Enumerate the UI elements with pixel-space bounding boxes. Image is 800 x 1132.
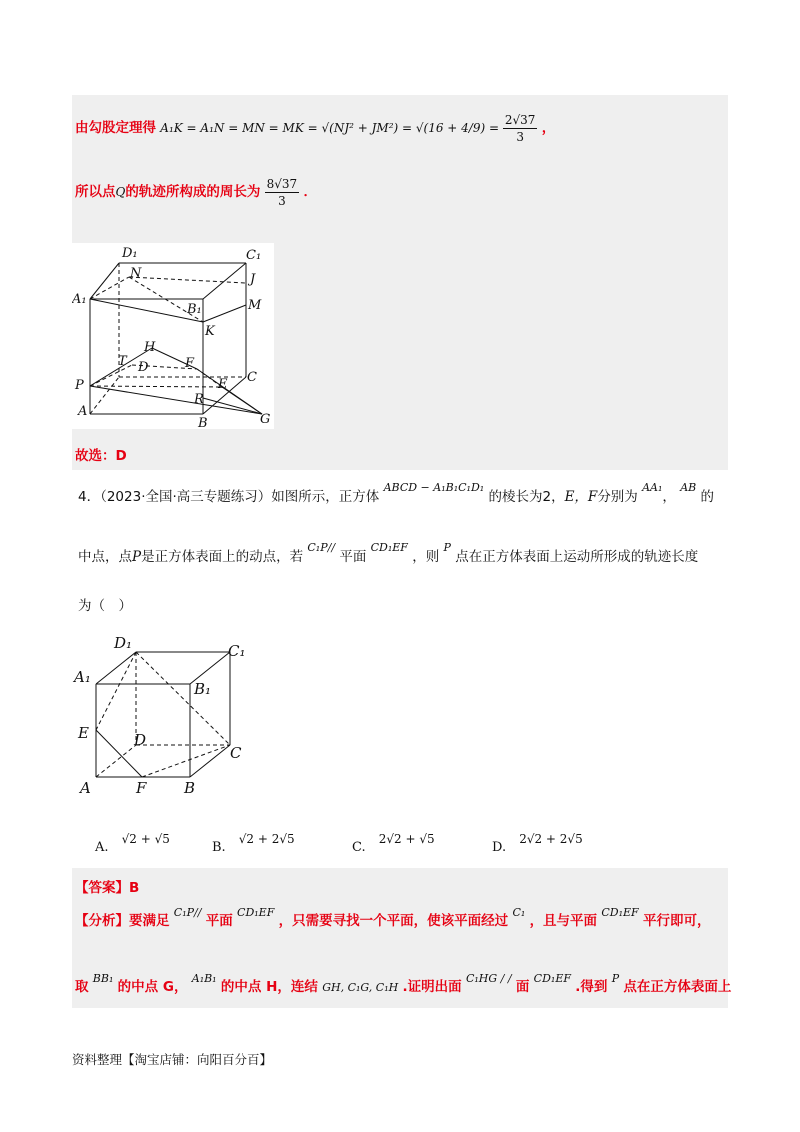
figure-2-cube-diagram — [72, 630, 262, 802]
label-A1: A₁ — [74, 668, 91, 686]
edge-aa1: AA₁ — [642, 481, 663, 494]
solution-line-1-fraction — [503, 112, 538, 145]
analysis-lines: GH, C₁G, C₁H — [322, 981, 399, 994]
edge-ab: AB — [680, 481, 697, 494]
analysis-mid5: 的中点 H，连结 — [220, 979, 318, 995]
option-c-value: 2√2 + √5 — [378, 832, 435, 846]
solution-line-2-suffix: ． — [303, 184, 317, 200]
label-A: A — [80, 779, 91, 797]
line2-part3: ，则 — [412, 549, 440, 565]
option-d-value: 2√2 + 2√5 — [519, 832, 583, 846]
label-B: B — [184, 779, 196, 797]
label-B1: B₁ — [187, 302, 202, 317]
option-c[interactable] — [352, 828, 435, 855]
solution-line-1-suffix: ， — [541, 120, 556, 136]
analysis-mid9: 点在正方体表面上 — [623, 979, 732, 995]
question-4-line-2 — [78, 540, 698, 574]
question-source: （2023·全国·高三专题练习） — [100, 489, 272, 505]
question-4-line-1 — [78, 480, 714, 514]
label-F: F — [136, 779, 147, 797]
label-C1: C₁ — [228, 642, 246, 660]
option-a[interactable] — [95, 828, 170, 855]
label-D: D — [138, 360, 149, 375]
label-A: A — [78, 404, 88, 419]
line2-part2: 是正方体表面上的动点，若 — [141, 549, 304, 565]
label-N: N — [130, 266, 142, 281]
analysis-plane-word: 平面 — [205, 913, 233, 929]
option-b-label: B. — [212, 840, 226, 855]
fraction-denominator: 3 — [516, 130, 524, 144]
analysis-c1hg: C₁HG / / — [465, 972, 512, 985]
plane-cd1ef: CD₁EF — [370, 541, 408, 554]
answer-line: 【答案】B — [75, 880, 140, 896]
analysis-c1p: C₁P// — [173, 906, 202, 919]
fraction-numerator: 8√37 — [266, 177, 298, 191]
label-M: M — [248, 298, 262, 313]
label-E: E — [78, 724, 89, 742]
label-H: H — [144, 340, 156, 355]
label-D1: D₁ — [114, 634, 133, 652]
solution-line-1-prefix: 由勾股定理得 — [75, 120, 156, 136]
analysis-mid8: .得到 — [575, 979, 608, 995]
figure-1-cube-diagram — [72, 243, 274, 429]
solution-line-2-fraction — [265, 176, 300, 209]
label-R: R — [194, 392, 204, 407]
figure-1-box — [72, 243, 274, 429]
option-a-value: √2 + √5 — [121, 832, 170, 846]
point-q-var: Q — [115, 185, 126, 199]
question-stem-2: 的棱长为2， — [488, 489, 565, 505]
label-D: D — [134, 731, 147, 749]
analysis-cd1ef-3: CD₁EF — [533, 972, 571, 985]
option-b-value: √2 + 2√5 — [238, 832, 295, 846]
label-B: B — [198, 416, 208, 429]
solution-line-1 — [75, 108, 555, 148]
analysis-line-2 — [75, 972, 731, 1002]
analysis-p: P — [611, 972, 620, 985]
fraction-denominator: 3 — [278, 194, 286, 208]
analysis-mid7: 面 — [515, 979, 530, 995]
label-C1: C₁ — [246, 248, 262, 263]
analysis-take: 取 — [75, 979, 89, 995]
solution-line-2-prefix: 所以点 — [75, 184, 116, 200]
analysis-mid1: ，只需要寻找一个平面，使该平面经过 — [278, 913, 509, 929]
analysis-mid6: .证明出面 — [402, 979, 462, 995]
question-stem-1: 如图所示，正方体 — [271, 489, 380, 505]
analysis-prefix: 【分析】要满足 — [75, 913, 170, 929]
analysis-cd1ef-2: CD₁EF — [601, 906, 639, 919]
answer-choice-line: 故选：D — [75, 448, 127, 464]
label-B1: B₁ — [194, 680, 212, 698]
label-P: P — [75, 378, 84, 393]
option-a-label: A. — [95, 840, 109, 855]
line2-part4: 点在正方体表面上运动所形成的轨迹长度 — [455, 549, 699, 565]
label-G: G — [260, 412, 271, 427]
footer-text: 资料整理【淘宝店铺：向阳百分百】 — [72, 1052, 273, 1067]
line2-part1: 中点，点 — [78, 549, 132, 565]
label-F: F — [185, 356, 195, 371]
solution-line-2-mid: 的轨迹所构成的周长为 — [125, 184, 261, 200]
figure-2-box — [72, 630, 262, 802]
analysis-a1b1: A₁B₁ — [191, 972, 217, 985]
analysis-cd1ef: CD₁EF — [237, 906, 275, 919]
c1p-parallel: C₁P// — [307, 541, 336, 554]
point-p: P — [132, 549, 142, 565]
option-d-label: D. — [492, 840, 507, 855]
analysis-c1: C₁ — [512, 906, 526, 919]
question-stem-4: 的 — [700, 489, 715, 505]
cube-name: ABCD − A₁B₁C₁D₁ — [383, 481, 485, 494]
comma: ， — [662, 489, 676, 505]
label-A1: A₁ — [72, 292, 87, 307]
solution-line-1-formula: A₁K = A₁N = MN = MK = √(NJ² + JM²) = √(16 + 4/9) = — [160, 121, 503, 135]
option-c-label: C. — [352, 840, 366, 855]
option-d[interactable] — [492, 828, 583, 855]
question-stem-3: 分别为 — [597, 489, 638, 505]
label-D1: D₁ — [122, 246, 138, 261]
solution-line-2 — [75, 172, 317, 212]
analysis-mid3: 平行即可， — [642, 913, 711, 929]
analysis-mid4: 的中点 G， — [117, 979, 188, 995]
label-C: C — [230, 744, 242, 762]
points-ef: E，F — [564, 489, 598, 505]
label-T: T — [118, 354, 127, 369]
label-J: J — [250, 272, 256, 287]
label-K: K — [205, 324, 215, 339]
analysis-line-1 — [75, 906, 710, 936]
option-b[interactable] — [212, 828, 295, 855]
label-E: E — [218, 377, 228, 392]
plane-word: 平面 — [339, 549, 367, 565]
question-4-line-3: 为（ ） — [78, 598, 132, 614]
point-p-2: P — [443, 541, 451, 554]
analysis-mid2: ，且与平面 — [529, 913, 598, 929]
question-number: 4． — [78, 489, 101, 505]
label-C: C — [247, 370, 257, 385]
fraction-numerator: 2√37 — [504, 113, 536, 127]
analysis-bb1: BB₁ — [92, 972, 114, 985]
